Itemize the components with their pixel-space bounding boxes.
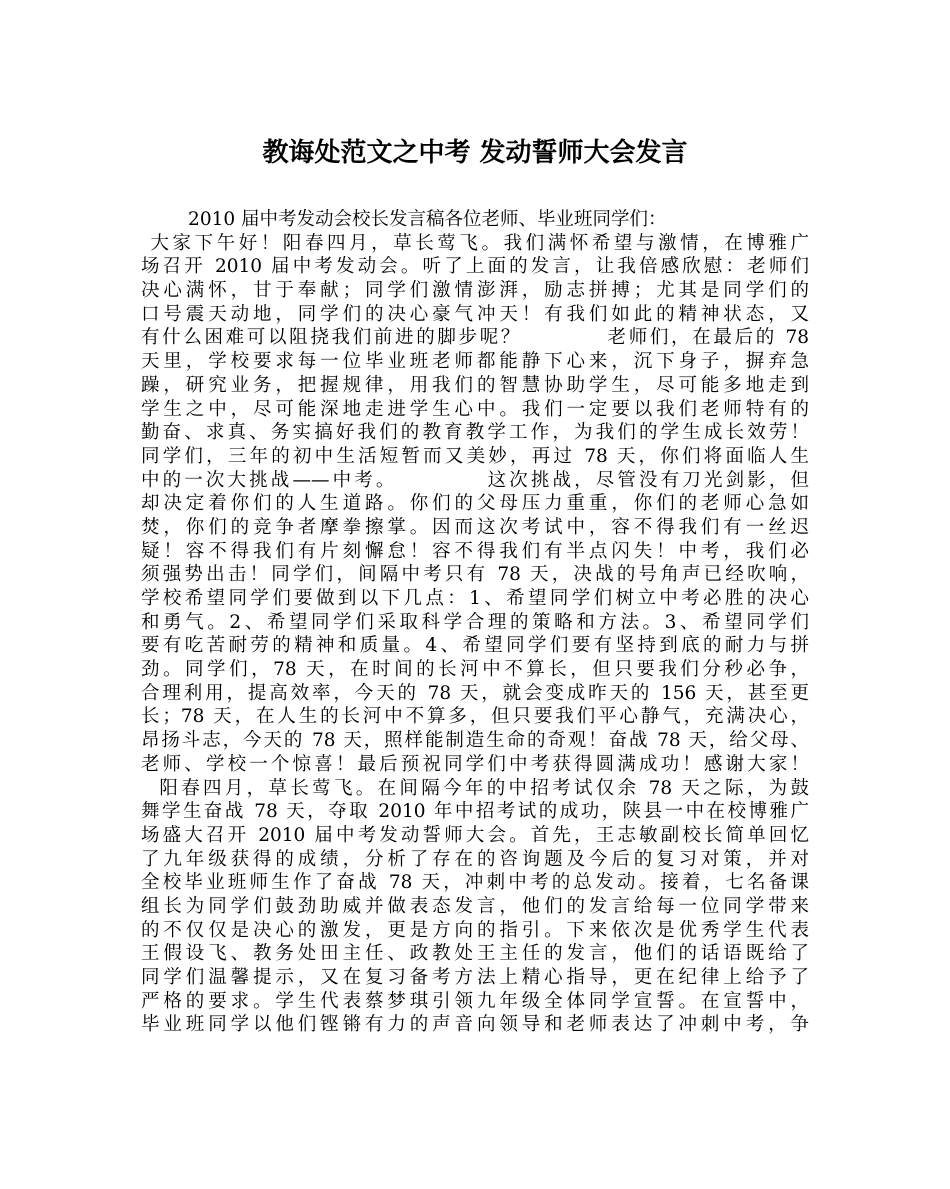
body-line: 王假设飞、教务处田主任、政教处王主任的发言，他们的话语既给了: [141, 943, 809, 965]
body-line: 毕业班同学以他们铿锵有力的声音向领导和老师表达了冲刺中考，争: [141, 1014, 809, 1036]
body-line: 严格的要求。学生代表蔡梦琪引领九年级全体同学宣誓。在宣誓中，: [141, 990, 809, 1012]
body-line: 和勇气。2、希望同学们采取科学合理的策略和方法。3、希望同学们: [141, 611, 809, 633]
document-title: 教诲处范文之中考 发动誓师大会发言: [262, 138, 688, 168]
body-line: 焚，你们的竞争者摩拳擦掌。因而这次考试中，容不得我们有一丝迟: [141, 516, 809, 538]
document-body: [141, 208, 809, 1037]
body-line: 须强势出击！同学们，间隔中考只有 78 天，决战的号角声已经吹响，: [141, 564, 809, 586]
body-line: 2010 届中考发动会校长发言稿各位老师、毕业班同学们：: [141, 209, 667, 230]
body-line: 老师、学校一个惊喜！最后预祝同学们中考获得圆满成功！感谢大家！: [141, 753, 809, 775]
body-line: 同学们，三年的初中生活短暂而又美妙，再过 78 天，你们将面临人生: [141, 445, 809, 467]
body-line: 舞学生奋战 78 天，夺取 2010 年中招考试的成功，陕县一中在校博雅广: [141, 801, 809, 823]
body-line: 有什么困难可以阻挠我们前进的脚步呢？ 老师们，在最后的 78: [141, 327, 809, 349]
body-line: 学校希望同学们要做到以下几点：1、希望同学们树立中考必胜的决心: [141, 588, 809, 609]
body-line: 中的一次大挑战——中考。 这次挑战，尽管没有刀光剑影，但: [141, 469, 809, 491]
body-line: 勤奋、求真、务实搞好我们的教育教学工作，为我们的学生成长效劳！: [141, 422, 809, 444]
body-line: 场召开 2010 届中考发动会。听了上面的发言，让我倍感欣慰：老师们: [141, 256, 809, 278]
body-line: 疑！容不得我们有片刻懈怠！容不得我们有半点闪失！中考，我们必: [141, 540, 809, 562]
body-line: 劲。同学们，78 天，在时间的长河中不算长，但只要我们分秒必争，: [141, 659, 809, 681]
body-line: 阳春四月，草长莺飞。在间隔今年的中招考试仅余 78 天之际，为鼓: [141, 777, 809, 799]
body-line: 学生之中，尽可能深地走进学生心中。我们一定要以我们老师特有的: [141, 398, 809, 420]
body-line: 全校毕业班师生作了奋战 78 天，冲刺中考的总发动。接着，七名备课: [141, 872, 809, 894]
body-line: 同学们温馨提示，又在复习备考方法上精心指导，更在纪律上给予了: [141, 967, 809, 988]
body-line: 大家下午好！阳春四月，草长莺飞。我们满怀希望与激情，在博雅广: [141, 232, 809, 254]
body-line: 了九年级获得的成绩，分析了存在的咨询题及今后的复习对策，并对: [141, 848, 809, 870]
body-line: 长；78 天，在人生的长河中不算多，但只要我们平心静气，充满决心，: [141, 706, 809, 728]
body-line: 要有吃苦耐劳的精神和质量。4、希望同学们要有坚持到底的耐力与拼: [141, 635, 809, 657]
body-line: 昂扬斗志，今天的 78 天，照样能制造生命的奇观！奋战 78 天，给父母、: [141, 730, 809, 752]
body-line: 决心满怀，甘于奉献；同学们激情澎湃，励志拼搏；尤其是同学们的: [141, 280, 809, 302]
body-line: 的不仅仅是决心的激发，更是方向的指引。下来依次是优秀学生代表: [141, 919, 809, 941]
body-line: 口号震天动地，同学们的决心豪气冲天！有我们如此的精神状态，又: [141, 303, 809, 325]
body-line: 场盛大召开 2010 届中考发动誓师大会。首先，王志敏副校长简单回忆: [141, 824, 809, 846]
body-line: 合理利用，提高效率，今天的 78 天，就会变成昨天的 156 天，甚至更: [141, 682, 809, 704]
body-line: 躁，研究业务，把握规律，用我们的智慧协助学生，尽可能多地走到: [141, 374, 809, 396]
body-line: 天里，学校要求每一位毕业班老师都能静下心来，沉下身子，摒弃急: [141, 351, 809, 373]
body-line: 却决定着你们的人生道路。你们的父母压力重重，你们的老师心急如: [141, 493, 809, 515]
body-line: 组长为同学们鼓劲助威并做表态发言，他们的发言给每一位同学带来: [141, 895, 809, 917]
